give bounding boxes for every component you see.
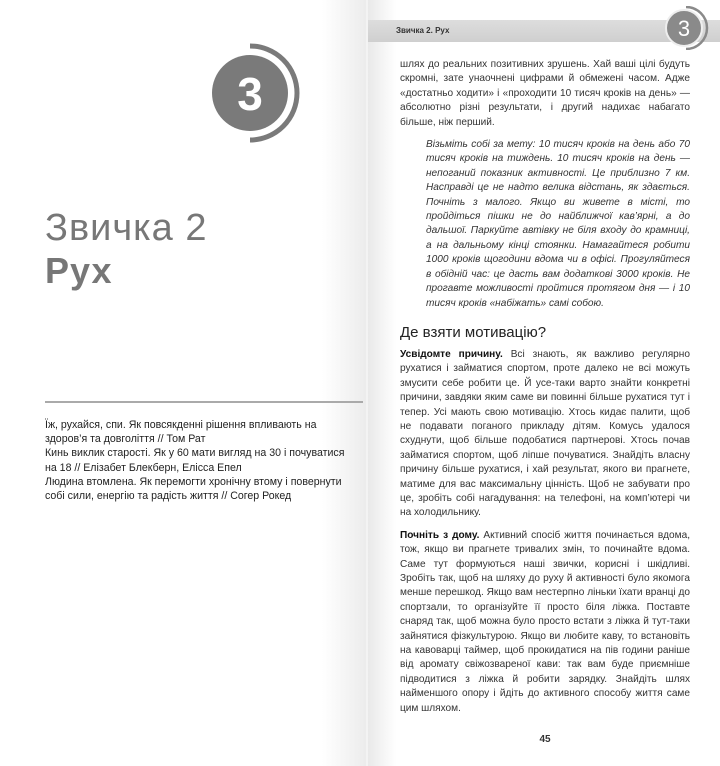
page-number: 45 bbox=[539, 734, 551, 746]
right-page bbox=[368, 0, 720, 766]
paragraph-text: Активний спосіб життя починається вдома, тож, якщо ви прагнете тривалих змін, то починайте вдома. Саме тут формуються наші звички, корисні і шкідливі. Зробіть так, щоб на шляху до руху й активності було якомога менше перешкод. Якщо вам нестерпно ліньки їхати вранці до спортзали, то організуйте її просто біля ліжка. Поставте снаряд так, щоб можна було просто встати з ліжка й тут-таки зайнятися фізкультурою. Якщо ви любите каву, то встановіть на кавоварці таймер, щоб прокидатися на пів години раніше від аромату свіжозвареної кави: так вам буде приємніше підводитися з ліжка й робити зарядку. Знайдіть шлях найменшого опору і йдіть до активного способу життя саме цим шляхом. bbox=[400, 529, 690, 714]
paragraph: шлях до реальних позитивних зрушень. Хай ваші цілі будуть скромні, зате унаочнені цифрами й обмежені часом. Адже «достатньо ходити» і «проходити 10 тисяч кроків на день» — абсолютно різні результати, і другий надихає набагато більше, ніж перший. bbox=[400, 59, 690, 128]
bibliography-item: Їж, рухайся, спи. Як повсякденні рішення впливають на здоров’я та довголіття // Том Рат bbox=[45, 419, 317, 446]
paragraph-lead: Усвідомте причину. bbox=[400, 348, 503, 360]
text-column bbox=[368, 0, 690, 746]
italic-callout: Візьміть собі за мету: 10 тисяч кроків на день або 70 тисяч кроків на тиждень. 10 тисяч кроків на день — непоганий показник активності. Це приблизно 7 км. Насправді це не надто велика відстань, як здається. Почніть з малого. Якщо ви живете в місті, то пройдіться пішки не до найближчої кав’ярні, а до дальшої. Паркуйте автівку не біля входу до крамниці, а на дальньому кінці стоянки. Намагайтеся робити 1000 кроків щогодини вдома чи в офісі. Прогуляйтеся в обідній час: це дасть вам додаткові 3000 кроків. Не прогавте можливості пройтися протягом дня — і 10 тисяч кроків «набіжать» самі собою. bbox=[426, 139, 690, 309]
chapter-badge-icon bbox=[205, 38, 305, 148]
chapter-number: 3 bbox=[237, 68, 263, 120]
chapter-subtitle: Рух bbox=[45, 250, 113, 291]
bibliography bbox=[45, 418, 357, 503]
paragraph bbox=[400, 348, 690, 521]
chapter-title: Звичка 2 bbox=[45, 207, 208, 249]
bibliography-item: Кинь виклик старості. Як у 60 мати вигляд на 30 і почуватися на 18 // Елізабет Блекберн, Елісса Епел bbox=[45, 447, 345, 474]
paragraph bbox=[400, 529, 690, 716]
section-heading: Де взяти мотивацію? bbox=[400, 323, 547, 341]
chapter-number: 3 bbox=[677, 16, 691, 41]
paragraph-lead: Почніть з дому. bbox=[400, 529, 480, 541]
running-header-text: Звичка 2. Рух bbox=[396, 26, 450, 35]
divider bbox=[45, 401, 363, 403]
bibliography-item: Людина втомлена. Як перемогти хронічну втому і повернути собі сили, енергію та радість життя // Согер Рокед bbox=[45, 475, 342, 503]
paragraph-text: Всі знають, як важливо регулярно рухатися і займатися спортом, проте далеко не всі можуть змусити себе робити це. Й усе-таки варто знайти конкретні причини, завдяки яким саме ви повинні більше рухатися тут і тепер. Усі мають свою мотивацію. Хтось кидає палити, щоб не подавати поганого прикладу дітям. Комусь удалося схуднути, щоб більше подобатися партнерові. Хтось почав займатися спортом, щоб ліпше почуватися. Знайдіть власну причину більше рухатися, і хай результат, якого ви прагнете, матиме для вас максимальну цінність. Щоб не забувати про це, зробіть собі нагадування: на телефоні, на комп’ютері чи на холодильнику. bbox=[400, 348, 690, 519]
